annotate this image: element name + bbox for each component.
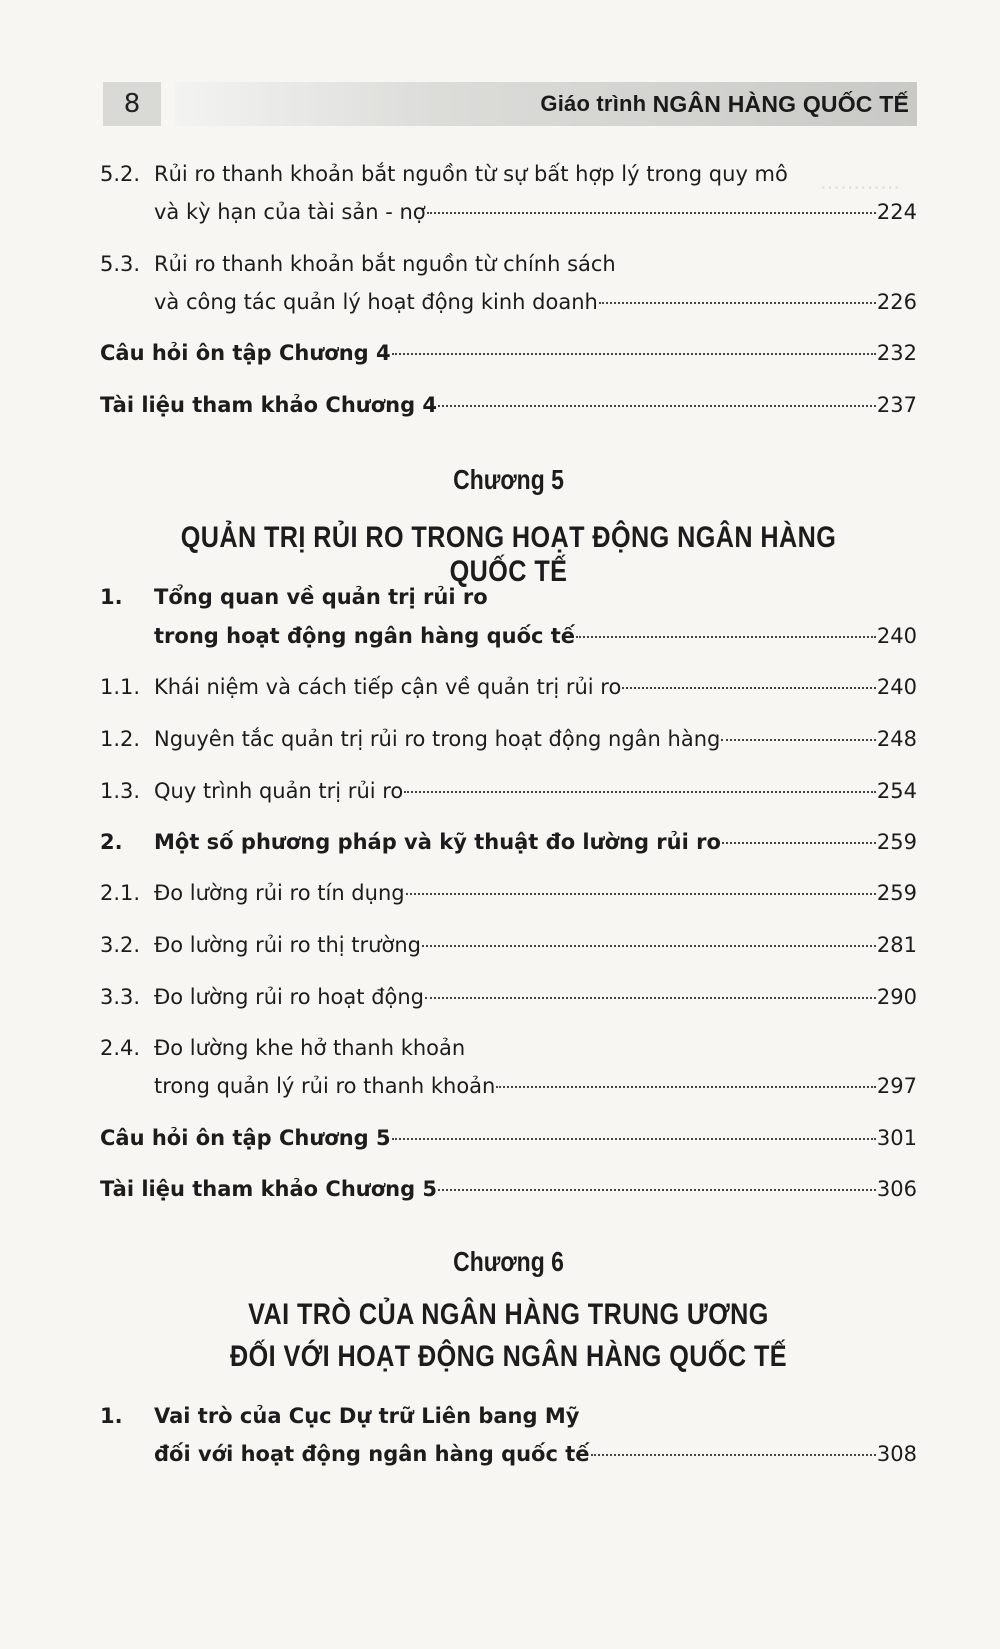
chapter-6-title-line2: ĐỐI VỚI HOẠT ĐỘNG NGÂN HÀNG QUỐC TẾ (229, 1340, 787, 1373)
toc-entry-title: Khái niệm và cách tiếp cận về quản trị rủi ro (154, 675, 622, 699)
toc-entry-number: 5.3. (100, 252, 141, 276)
leader-dots (576, 636, 876, 638)
toc-entry-title: Quy trình quản trị rủi ro (154, 779, 404, 803)
toc-entry-number: 2. (100, 830, 123, 854)
toc-entry-5-1-1[interactable] (100, 675, 917, 711)
toc-entry-title: Nguyên tắc quản trị rủi ro trong hoạt động ngân hàng (154, 727, 721, 751)
toc-entry-5-2-4-line2[interactable] (100, 1074, 917, 1110)
toc-entry-number: 1.2. (100, 727, 141, 751)
toc-entry-title: Đo lường rủi ro tín dụng (154, 881, 405, 905)
toc-entry-title: Tài liệu tham khảo Chương 5 (100, 1177, 438, 1201)
running-header (175, 82, 917, 126)
toc-page-number: 248 (876, 727, 917, 751)
toc-entry-title: Đo lường khe hở thanh khoản (154, 1036, 466, 1060)
toc-entry-title: Rủi ro thanh khoản bắt nguồn từ chính sách (154, 252, 616, 276)
page-number-text: 8 (123, 89, 141, 119)
leader-dots (404, 791, 876, 793)
toc-entry-5-1-line2[interactable] (100, 624, 917, 660)
toc-entry-5-2[interactable] (100, 830, 917, 866)
toc-entry-5-3-3[interactable] (100, 985, 917, 1021)
toc-entry-5-2-4-line1[interactable] (100, 1036, 917, 1072)
toc-page-number: 240 (876, 624, 917, 648)
toc-entry-review-ch5[interactable] (100, 1126, 917, 1162)
toc-entry-title-cont: và kỳ hạn của tài sản - nợ (154, 200, 426, 224)
toc-entry-6-1-line1[interactable] (100, 1404, 917, 1440)
chapter-5-label: Chương 5 (453, 464, 564, 495)
leader-dots (422, 945, 876, 947)
chapter-6-label: Chương 6 (453, 1246, 564, 1277)
toc-page-number: 306 (876, 1177, 917, 1201)
toc-entry-5-3-line1[interactable] (100, 252, 917, 288)
toc-page-number: 232 (876, 341, 917, 365)
toc-page-number: 281 (876, 933, 917, 957)
toc-entry-title-cont: và công tác quản lý hoạt động kinh doanh (154, 290, 598, 314)
book-title-main: NGÂN HÀNG QUỐC TẾ (652, 90, 909, 117)
leader-dots (496, 1086, 876, 1088)
toc-entry-number: 1.3. (100, 779, 141, 803)
leader-dots (622, 687, 876, 689)
toc-entry-5-1-3[interactable] (100, 779, 917, 815)
toc-page-number: 237 (876, 393, 917, 417)
leader-dots (438, 405, 876, 407)
toc-entry-6-1-line2[interactable] (100, 1442, 917, 1478)
toc-page-number: 301 (876, 1126, 917, 1150)
toc-page-number: 297 (876, 1074, 917, 1098)
leader-dots (427, 212, 876, 214)
toc-entry-number: 3.2. (100, 933, 141, 957)
toc-page-number: 259 (876, 881, 917, 905)
leader-dots (392, 353, 876, 355)
toc-page-number: 240 (876, 675, 917, 699)
toc-entry-5-2-line1[interactable] (100, 162, 917, 198)
toc-entry-number: 5.2. (100, 162, 141, 186)
toc-entry-title: Câu hỏi ôn tập Chương 4 (100, 341, 391, 365)
toc-entry-5-1-2[interactable] (100, 727, 917, 763)
toc-page-number: 308 (876, 1442, 917, 1466)
toc-entry-number: 3.3. (100, 985, 141, 1009)
toc-entry-5-2-line2[interactable] (100, 200, 917, 236)
toc-entry-title-cont: trong hoạt động ngân hàng quốc tế (154, 624, 576, 648)
toc-page-number: 226 (876, 290, 917, 314)
toc-entry-references-ch4[interactable] (100, 393, 917, 429)
toc-entry-5-3-2[interactable] (100, 933, 917, 969)
chapter-6-title-line1: VAI TRÒ CỦA NGÂN HÀNG TRUNG ƯƠNG (248, 1298, 769, 1331)
toc-entry-title-cont: trong quản lý rủi ro thanh khoản (154, 1074, 496, 1098)
toc-entry-5-2-1[interactable] (100, 881, 917, 917)
leader-dots (438, 1189, 876, 1191)
toc-entry-title: Vai trò của Cục Dự trữ Liên bang Mỹ (154, 1404, 580, 1428)
leader-dots (406, 893, 876, 895)
toc-entry-5-3-line2[interactable] (100, 290, 917, 326)
leader-dots (392, 1138, 876, 1140)
toc-entry-title: Đo lường rủi ro hoạt động (154, 985, 425, 1009)
toc-entry-title: Một số phương pháp và kỹ thuật đo lường rủi ro (154, 830, 721, 854)
toc-entry-title: Rủi ro thanh khoản bắt nguồn từ sự bất hợp lý trong quy mô (154, 162, 788, 186)
toc-entry-title: Đo lường rủi ro thị trường (154, 933, 421, 957)
chapter-5-title: QUẢN TRỊ RỦI RO TRONG HOẠT ĐỘNG NGÂN HÀNG QUỐC TẾ (180, 521, 837, 588)
toc-entry-review-ch4[interactable] (100, 341, 917, 377)
book-title-prefix: Giáo trình (540, 91, 653, 116)
toc-page-number: 224 (876, 200, 917, 224)
toc-entry-number: 1.1. (100, 675, 141, 699)
toc-entry-references-ch5[interactable] (100, 1177, 917, 1213)
toc-entry-title: Tài liệu tham khảo Chương 4 (100, 393, 438, 417)
toc-entry-number: 2.1. (100, 881, 141, 905)
leader-dots (425, 997, 876, 999)
toc-page-number: 254 (876, 779, 917, 803)
toc-page-number: 259 (876, 830, 917, 854)
leader-dots (599, 302, 876, 304)
toc-entry-title: Tổng quan về quản trị rủi ro (154, 585, 488, 609)
page-number (103, 82, 161, 126)
toc-page-number: 290 (876, 985, 917, 1009)
toc-entry-title: Câu hỏi ôn tập Chương 5 (100, 1126, 391, 1150)
toc-entry-number: 1. (100, 585, 123, 609)
bleed-through-text: ............ (820, 170, 901, 194)
toc-entry-5-1-line1[interactable] (100, 585, 917, 621)
leader-dots (721, 739, 876, 741)
leader-dots (722, 842, 876, 844)
toc-entry-number: 2.4. (100, 1036, 141, 1060)
toc-entry-title-cont: đối với hoạt động ngân hàng quốc tế (154, 1442, 590, 1466)
leader-dots (591, 1454, 876, 1456)
toc-entry-number: 1. (100, 1404, 123, 1428)
